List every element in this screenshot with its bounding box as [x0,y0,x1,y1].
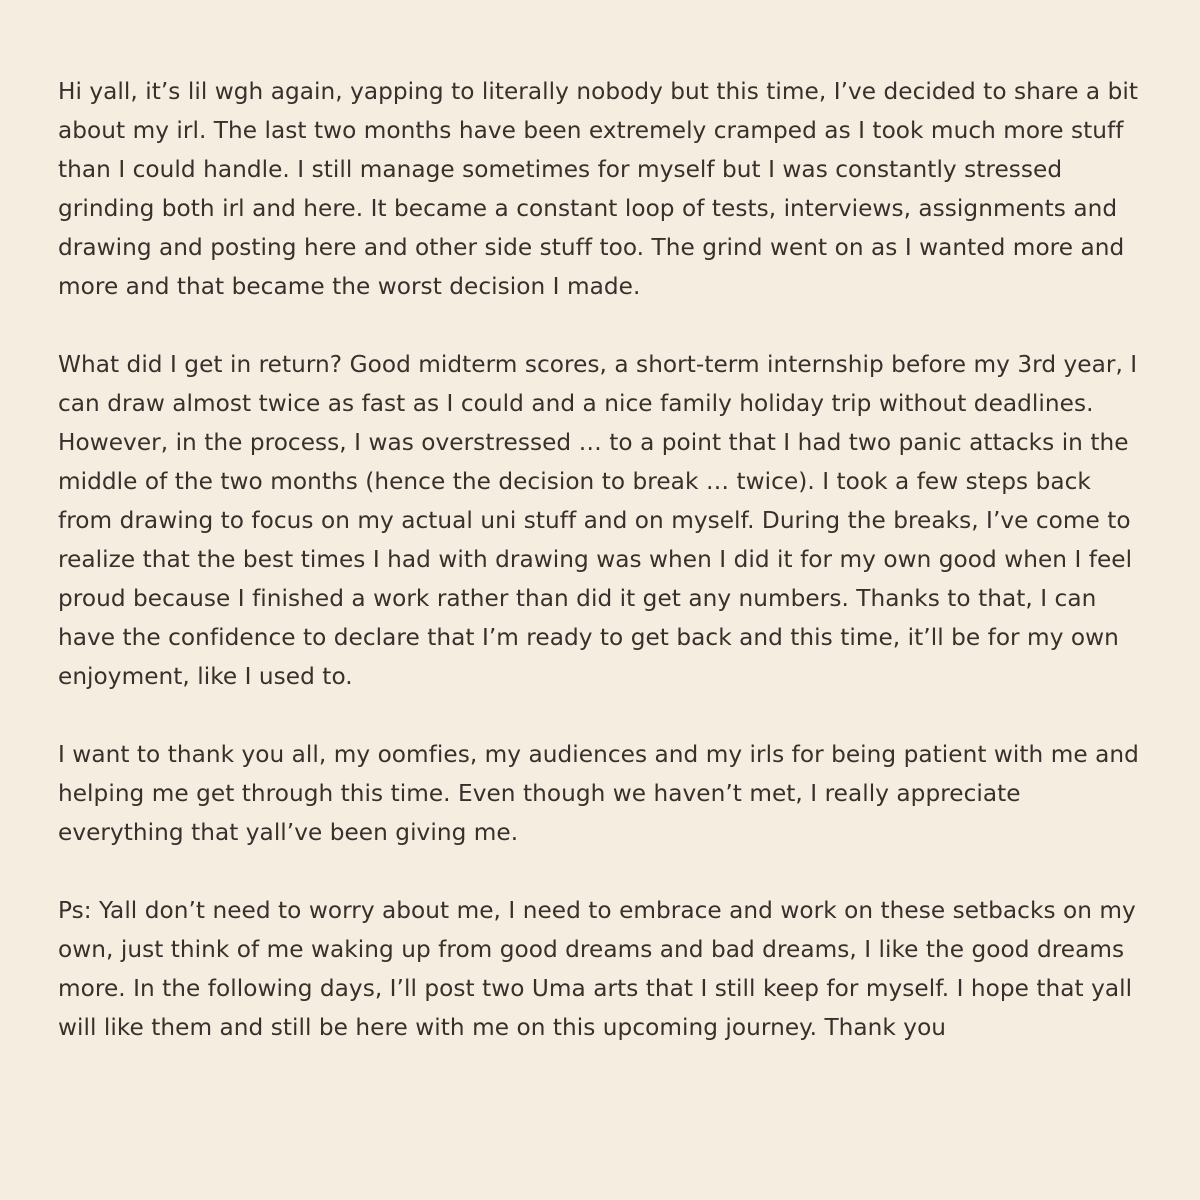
note-paragraph-2: What did I get in return? Good midterm scores, a short-term internship before my 3rd year, I can draw almost twice as fast as I could and a nice family holiday trip without deadlines. However, in the process, I was overstressed … to a point that I had two panic attacks in the middle of the two months (hence the decision to break … twice). I took a few steps back from drawing to focus on my actual uni stuff and on myself. During the breaks, I’ve come to realize that the best times I had with drawing was when I did it for my own good when I feel proud because I finished a work rather than did it get any numbers. Thanks to that, I can have the confidence to declare that I’m ready to get back and this time, it’ll be for my own enjoyment, like I used to. [58,351,1138,690]
note-paragraph-1: Hi yall, it’s lil wgh again, yapping to literally nobody but this time, I’ve decided to share a bit about my irl. The last two months have been extremely cramped as I took much more stuff than I could handle. I still manage sometimes for myself but I was constantly stressed grinding both irl and here. It became a constant loop of tests, interviews, assignments and drawing and posting here and other side stuff too. The grind went on as I wanted more and more and that became the worst decision I made. [58,78,1139,300]
note-paragraph-4: Ps: Yall don’t need to worry about me, I need to embrace and work on these setbacks on my own, just think of me waking up from good dreams and bad dreams, I like the good dreams more. In the following days, I’ll post two Uma arts that I still keep for myself. I hope that yall will like them and still be here with me on this upcoming journey. Thank you [58,897,1136,1041]
note-paragraph-3: I want to thank you all, my oomfies, my audiences and my irls for being patient with me and helping me get through this time. Even though we haven’t met, I really appreciate everything that yall’ve been giving me. [58,741,1139,846]
